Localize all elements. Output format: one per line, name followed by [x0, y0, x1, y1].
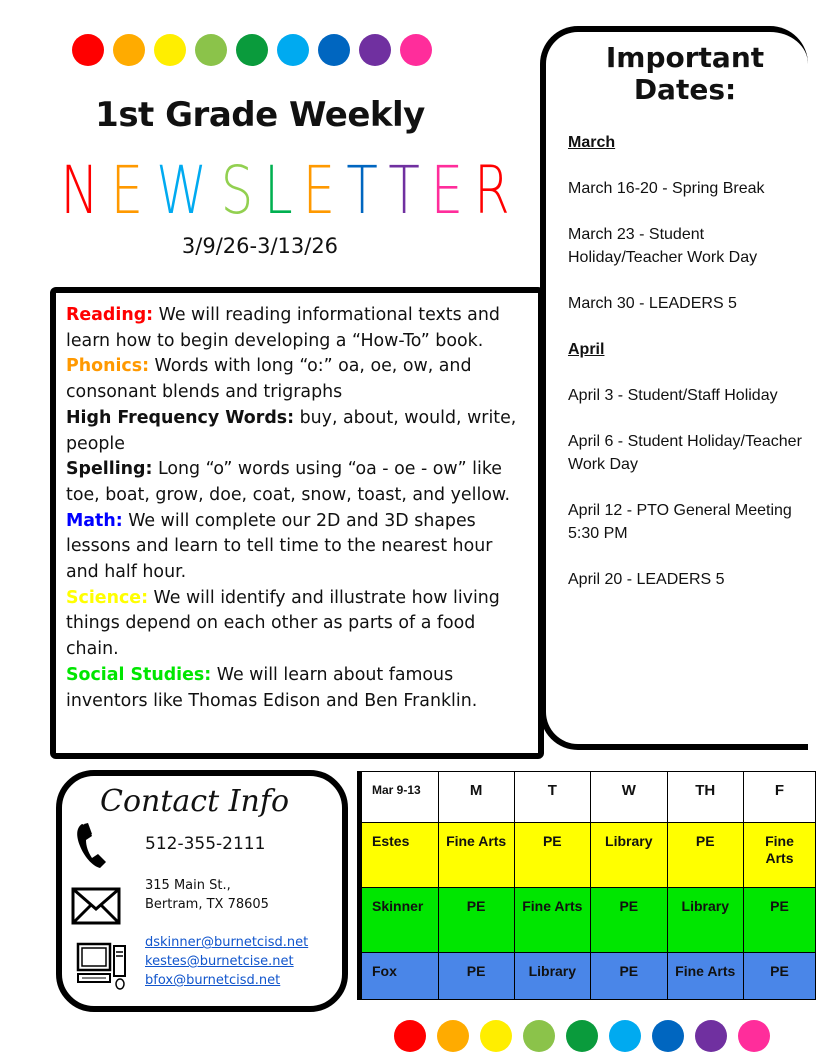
- dates-title-line1: Important: [605, 41, 765, 74]
- email-link-skinner[interactable]: dskinner@burnetcisd.net: [145, 935, 309, 950]
- social-label: Social Studies:: [66, 664, 212, 685]
- date-item: March 16-20 - Spring Break: [568, 180, 765, 197]
- teacher-name: Skinner: [360, 888, 439, 953]
- decorative-dot: [523, 1020, 555, 1052]
- month-heading: April: [568, 341, 605, 358]
- decorative-dot: [437, 1020, 469, 1052]
- schedule-cell: Library: [667, 888, 743, 953]
- weekly-learning-box: [50, 287, 544, 759]
- reading-label: Reading:: [66, 305, 154, 325]
- decorative-dot: [394, 1020, 426, 1052]
- decorative-dot: [652, 1020, 684, 1052]
- schedule-cell: Fine Arts: [667, 953, 743, 1000]
- decorative-dot: [154, 34, 186, 66]
- spelling-label: Spelling:: [66, 459, 153, 480]
- date-item: April 3 - Student/Staff Holiday: [568, 387, 778, 404]
- science-section: [66, 586, 528, 663]
- schedule-cell: PE: [743, 888, 815, 953]
- decorative-dot: [566, 1020, 598, 1052]
- email-list: [145, 933, 308, 990]
- phonics-label: Phonics:: [66, 356, 150, 377]
- email-link-estes[interactable]: kestes@burnetcise.net: [145, 954, 294, 969]
- day-header-w: W: [591, 772, 667, 823]
- schedule-cell: PE: [667, 823, 743, 888]
- schedule-cell: Library: [591, 823, 667, 888]
- schedule-cell: PE: [438, 953, 514, 1000]
- math-text: We will complete our 2D and 3D shapes lessons and learn to tell time to the nearest hour and half hour.: [66, 510, 493, 583]
- schedule-cell: Library: [514, 953, 590, 1000]
- important-dates-list: [568, 131, 808, 614]
- science-label: Science:: [66, 587, 149, 608]
- reading-section: [66, 303, 528, 354]
- schedule-week-label: Mar 9-13: [360, 772, 439, 823]
- hfw-text: buy, about, would, write, people: [66, 407, 517, 454]
- schedule-cell: PE: [591, 953, 667, 1000]
- day-header-th: TH: [667, 772, 743, 823]
- phonics-text: Words with long “o:” oa, oe, ow, and consonant blends and trigraphs: [66, 356, 472, 403]
- decorative-dot: [480, 1020, 512, 1052]
- date-item: April 20 - LEADERS 5: [568, 571, 725, 588]
- math-label: Math:: [66, 510, 123, 531]
- day-header-f: F: [743, 772, 815, 823]
- wordmark-letter: T: [346, 151, 378, 229]
- teacher-name: Fox: [360, 953, 439, 1000]
- newsletter-wordmark: [55, 150, 515, 230]
- wordmark-letter: E: [302, 151, 336, 229]
- schedule-cell: PE: [514, 823, 590, 888]
- wordmark-letter: W: [156, 151, 208, 229]
- schedule-cell: PE: [591, 888, 667, 953]
- social-text: We will learn about famous inventors like Thomas Edison and Ben Franklin.: [66, 664, 478, 711]
- math-section: [66, 509, 528, 586]
- decorative-dot: [236, 34, 268, 66]
- wordmark-letter: S: [220, 151, 254, 229]
- phone-icon: [74, 822, 114, 870]
- science-text: We will identify and illustrate how living things depend on each other as parts of a food chain.: [66, 587, 500, 660]
- envelope-icon: [71, 887, 121, 925]
- dates-title-line2: Dates:: [633, 73, 737, 106]
- spelling-section: [66, 457, 528, 508]
- schedule-row-estes: [360, 823, 816, 888]
- date-item: March 23 - Student Holiday/Teacher Work Day: [568, 226, 758, 266]
- rainbow-dots-bottom: [394, 1020, 781, 1052]
- schedule-header-row: [360, 772, 816, 823]
- address-line1: 315 Main St.,: [145, 878, 231, 893]
- wordmark-letter: L: [263, 151, 293, 229]
- decorative-dot: [400, 34, 432, 66]
- decorative-dot: [695, 1020, 727, 1052]
- date-item: April 6 - Student Holiday/Teacher Work Day: [568, 433, 802, 473]
- schedule-cell: Fine Arts: [514, 888, 590, 953]
- wordmark-letter: E: [110, 151, 144, 229]
- wordmark-letter: R: [474, 151, 510, 229]
- decorative-dot: [72, 34, 104, 66]
- phone-number: 512-355-2111: [145, 834, 266, 854]
- decorative-dot: [738, 1020, 770, 1052]
- hfw-label: High Frequency Words:: [66, 407, 295, 428]
- day-header-m: M: [438, 772, 514, 823]
- page-title: 1st Grade Weekly: [95, 95, 425, 135]
- contact-title: Contact Info: [100, 784, 290, 819]
- decorative-dot: [359, 34, 391, 66]
- reading-text: We will reading informational texts and learn how to begin developing a “How-To” book.: [66, 305, 500, 351]
- phonics-section: [66, 354, 528, 405]
- social-section: [66, 663, 528, 714]
- wordmark-letter: N: [60, 151, 99, 229]
- decorative-dot: [195, 34, 227, 66]
- schedule-cell: PE: [743, 953, 815, 1000]
- teacher-name: Estes: [360, 823, 439, 888]
- decorative-dot: [277, 34, 309, 66]
- schedule-cell: PE: [438, 888, 514, 953]
- computer-icon: [76, 942, 128, 990]
- important-dates-title: [540, 42, 816, 106]
- spelling-text: Long “o” words using “oa - oe - ow” like toe, boat, grow, doe, coat, snow, toast, and yellow.: [66, 459, 511, 505]
- date-item: April 12 - PTO General Meeting 5:30 PM: [568, 502, 792, 542]
- wordmark-letter: T: [388, 151, 420, 229]
- schedule-cell: Fine Arts: [743, 823, 815, 888]
- schedule-row-fox: [360, 953, 816, 1000]
- date-item: March 30 - LEADERS 5: [568, 295, 737, 312]
- date-range: 3/9/26-3/13/26: [181, 234, 339, 258]
- email-link-fox[interactable]: bfox@burnetcisd.net: [145, 973, 281, 988]
- decorative-dot: [113, 34, 145, 66]
- rainbow-dots-top: [72, 34, 441, 66]
- decorative-dot: [318, 34, 350, 66]
- hfw-section: [66, 406, 528, 457]
- wordmark-letter: E: [430, 151, 463, 229]
- address: [145, 876, 269, 914]
- schedule-row-skinner: [360, 888, 816, 953]
- specials-schedule-table: [357, 771, 816, 1000]
- day-header-t: T: [514, 772, 590, 823]
- schedule-cell: Fine Arts: [438, 823, 514, 888]
- address-line2: Bertram, TX 78605: [145, 897, 269, 912]
- month-heading: March: [568, 134, 616, 151]
- decorative-dot: [609, 1020, 641, 1052]
